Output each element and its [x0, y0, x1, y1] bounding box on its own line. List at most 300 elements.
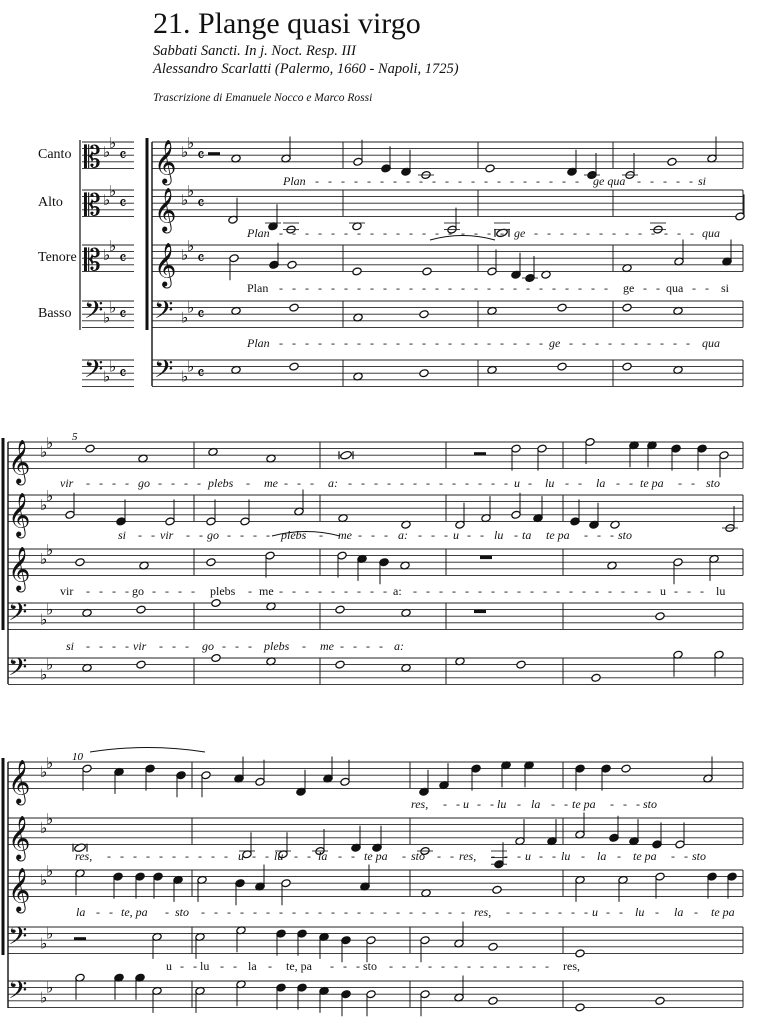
- time-signature: 𝄴: [119, 305, 127, 325]
- lyric-hyphen: -: [158, 476, 162, 490]
- lyric-hyphen: -: [248, 584, 252, 598]
- lyric-hyphen: -: [340, 639, 344, 653]
- treble-clef-icon: 𝄞: [8, 441, 31, 484]
- lyric-hyphen: -: [656, 281, 660, 295]
- lyric-hyphen: -: [318, 584, 322, 598]
- flat-icon: ♭: [181, 369, 189, 386]
- lyric-hyphen: -: [578, 281, 582, 295]
- lyric-hyphen: -: [302, 639, 306, 653]
- lyric-hyphen: -: [564, 797, 568, 811]
- lyric-hyphen: -: [448, 905, 452, 919]
- lyric-hyphen: -: [582, 336, 586, 350]
- lyric-tenore: te, pa: [121, 905, 148, 919]
- lyric-hyphen: -: [689, 174, 693, 188]
- half-rest: [474, 452, 486, 455]
- lyric-hyphen: -: [191, 584, 195, 598]
- lyric-hyphen: -: [519, 905, 523, 919]
- whole-note: [492, 885, 502, 894]
- lyric-hyphen: -: [441, 959, 445, 973]
- lyric-hyphen: -: [500, 336, 504, 350]
- lyric-hyphen: -: [172, 849, 176, 863]
- flat-icon: ♭: [46, 657, 54, 674]
- lyric-hyphen: -: [268, 959, 272, 973]
- lyric-alto: u: [238, 849, 244, 863]
- lyric-hyphen: -: [445, 174, 449, 188]
- lyric-hyphen: -: [676, 174, 680, 188]
- whole-note: [85, 444, 95, 453]
- lyric-hyphen: -: [380, 174, 384, 188]
- lyric-hyphen: -: [358, 528, 362, 542]
- lyric-hyphen: -: [305, 905, 309, 919]
- lyric-hyphen: -: [560, 226, 564, 240]
- lyric-hyphen: -: [452, 476, 456, 490]
- lyric-hyphen: -: [383, 281, 387, 295]
- tie-arc: [90, 748, 205, 753]
- lyric-hyphen: -: [450, 849, 454, 863]
- flat-icon: ♭: [187, 359, 195, 376]
- lyric-hyphen: -: [265, 849, 269, 863]
- lyric-tenore: go: [132, 584, 144, 598]
- lyric-hyphen: -: [556, 584, 560, 598]
- lyric-hyphen: -: [474, 281, 478, 295]
- lyric-hyphen: -: [235, 639, 239, 653]
- lyric-hyphen: -: [487, 336, 491, 350]
- lyric-hyphen: -: [292, 336, 296, 350]
- whole-note: [422, 267, 432, 276]
- flat-icon: ♭: [181, 310, 189, 327]
- lyric-hyphen: -: [684, 849, 688, 863]
- lyric-hyphen: -: [402, 849, 406, 863]
- lyric-hyphen: -: [692, 281, 696, 295]
- lyric-alto: vir: [160, 528, 174, 542]
- lyric-tenore: u: [660, 584, 666, 598]
- lyric-hyphen: -: [432, 174, 436, 188]
- lyric-hyphen: -: [655, 905, 659, 919]
- lyric-hyphen: -: [318, 281, 322, 295]
- flat-icon: ♭: [40, 820, 48, 837]
- lyric-alto: lu: [494, 528, 504, 542]
- bass-clef-icon: 𝄢: [154, 355, 174, 389]
- whole-note: [488, 996, 498, 1005]
- lyric-hyphen: -: [474, 336, 478, 350]
- whole-note: [289, 303, 299, 312]
- lyric-hyphen: -: [159, 849, 163, 863]
- lyric-hyphen: -: [199, 528, 203, 542]
- flat-icon: ♭: [109, 300, 117, 317]
- treble-clef-icon: 𝄞: [154, 141, 177, 184]
- lyric-canto: lu: [545, 476, 555, 490]
- whole-note: [655, 996, 665, 1005]
- lyric-canto: u: [514, 476, 520, 490]
- flat-icon: ♭: [181, 192, 189, 209]
- time-signature: 𝄴: [119, 249, 127, 269]
- lyric-hyphen: -: [448, 281, 452, 295]
- lyric-hyphen: -: [227, 528, 231, 542]
- lyric-hyphen: -: [86, 584, 90, 598]
- time-signature: 𝄴: [119, 364, 127, 384]
- lyric-hyphen: -: [419, 174, 423, 188]
- lyric-hyphen: -: [519, 959, 523, 973]
- lyric-hyphen: -: [461, 336, 465, 350]
- lyric-hyphen: -: [621, 336, 625, 350]
- whole-note: [75, 558, 85, 567]
- time-signature: 𝄴: [197, 194, 205, 214]
- time-signature: 𝄴: [197, 364, 205, 384]
- lyric-hyphen: -: [484, 174, 488, 188]
- lyric-hyphen: -: [351, 849, 355, 863]
- treble-clef-icon: 𝄞: [8, 548, 31, 591]
- lyric-hyphen: -: [638, 226, 642, 240]
- c-clef-icon: 𝄡: [84, 189, 101, 223]
- lyric-hyphen: -: [354, 174, 358, 188]
- lyric-basso: go: [202, 639, 214, 653]
- lyric-hyphen: -: [383, 905, 387, 919]
- whole-note: [622, 362, 632, 371]
- lyric-hyphen: -: [558, 905, 562, 919]
- lyric-alto: la: [318, 849, 328, 863]
- lyric-hyphen: -: [396, 281, 400, 295]
- lyric-canto: lu: [497, 797, 507, 811]
- lyric-hyphen: -: [383, 584, 387, 598]
- lyric-hyphen: -: [357, 336, 361, 350]
- flat-icon: ♭: [46, 756, 54, 772]
- lyric-hyphen: -: [253, 905, 257, 919]
- whole-rest: [474, 610, 486, 614]
- lyric-hyphen: -: [396, 905, 400, 919]
- lyric-alto: te pa: [364, 849, 388, 863]
- lyric-hyphen: -: [125, 476, 129, 490]
- lyric-hyphen: -: [178, 584, 182, 598]
- lyric-hyphen: -: [240, 905, 244, 919]
- lyric-basso: res,: [563, 959, 580, 973]
- c-clef-icon: 𝄡: [84, 244, 101, 278]
- lyric-hyphen: -: [549, 174, 553, 188]
- time-signature: 𝄴: [119, 146, 127, 166]
- lyric-hyphen: -: [96, 905, 100, 919]
- lyric-hyphen: -: [384, 528, 388, 542]
- lyric-hyphen: -: [389, 959, 393, 973]
- whole-note: [575, 1003, 585, 1012]
- lyric-hyphen: -: [552, 281, 556, 295]
- lyric-canto: u: [463, 797, 469, 811]
- lyric-alto: te pa: [633, 849, 657, 863]
- lyric-hyphen: -: [477, 797, 481, 811]
- lyric-hyphen: -: [616, 476, 620, 490]
- lyric-hyphen: -: [220, 959, 224, 973]
- lyric-hyphen: -: [400, 476, 404, 490]
- flat-icon: ♭: [40, 667, 48, 684]
- lyric-hyphen: -: [185, 849, 189, 863]
- lyric-hyphen: -: [279, 905, 283, 919]
- lyric-hyphen: -: [99, 639, 103, 653]
- lyric-hyphen: -: [402, 959, 406, 973]
- lyric-hyphen: -: [456, 797, 460, 811]
- lyric-hyphen: -: [240, 528, 244, 542]
- lyric-hyphen: -: [383, 226, 387, 240]
- lyric-hyphen: -: [246, 476, 250, 490]
- lyric-hyphen: -: [562, 174, 566, 188]
- lyric-hyphen: -: [506, 959, 510, 973]
- whole-note: [621, 764, 631, 773]
- lyric-canto: res,: [411, 797, 429, 811]
- lyric-hyphen: -: [513, 336, 517, 350]
- lyric-hyphen: -: [266, 905, 270, 919]
- lyric-hyphen: -: [705, 281, 709, 295]
- bass-clef-icon: 𝄢: [154, 296, 174, 330]
- subtitle-liturgical: Sabbati Sancti. In j. Noct. Resp. III: [153, 43, 356, 59]
- lyric-hyphen: -: [686, 336, 690, 350]
- lyric-hyphen: -: [597, 528, 601, 542]
- lyric-canto: si: [698, 174, 707, 188]
- lyric-hyphen: -: [279, 336, 283, 350]
- lyric-canto: sto: [706, 476, 721, 490]
- lyric-tenore: si: [721, 281, 730, 295]
- lyric-hyphen: -: [331, 226, 335, 240]
- whole-note: [211, 654, 221, 663]
- transcription-credit: Trascrizione di Emanuele Nocco e Marco Rossi: [153, 92, 373, 104]
- lyric-tenore: plebs: [210, 584, 236, 598]
- lyric-hyphen: -: [413, 476, 417, 490]
- lyric-hyphen: -: [647, 336, 651, 350]
- lyric-hyphen: -: [227, 905, 231, 919]
- lyric-hyphen: -: [294, 849, 298, 863]
- lyric-hyphen: -: [634, 336, 638, 350]
- lyric-alto: res,: [75, 849, 93, 863]
- lyric-hyphen: -: [426, 584, 430, 598]
- lyric-hyphen: -: [551, 797, 555, 811]
- flat-icon: ♭: [46, 980, 54, 997]
- lyric-hyphen: -: [671, 849, 675, 863]
- lyric-canto: a:: [328, 476, 338, 490]
- whole-note: [352, 267, 362, 276]
- lyric-hyphen: -: [435, 281, 439, 295]
- lyric-hyphen: -: [454, 959, 458, 973]
- lyric-hyphen: -: [266, 528, 270, 542]
- lyric-hyphen: -: [439, 476, 443, 490]
- lyric-hyphen: -: [584, 905, 588, 919]
- lyric-hyphen: -: [565, 476, 569, 490]
- lyric-hyphen: -: [545, 959, 549, 973]
- bass-clef-icon: 𝄢: [84, 296, 104, 330]
- lyric-hyphen: -: [331, 281, 335, 295]
- lyric-hyphen: -: [172, 639, 176, 653]
- flat-icon: ♭: [46, 812, 54, 828]
- lyric-hyphen: -: [305, 336, 309, 350]
- lyric-hyphen: -: [422, 905, 426, 919]
- lyric-hyphen: -: [599, 226, 603, 240]
- lyric-hyphen: -: [595, 336, 599, 350]
- time-signature: 𝄴: [197, 305, 205, 325]
- lyric-hyphen: -: [582, 584, 586, 598]
- lyric-hyphen: -: [629, 476, 633, 490]
- lyric-hyphen: -: [532, 959, 536, 973]
- lyric-alto: si: [118, 528, 127, 542]
- lyric-hyphen: -: [490, 797, 494, 811]
- lyric-hyphen: -: [532, 905, 536, 919]
- lyric-hyphen: -: [279, 584, 283, 598]
- lyric-hyphen: -: [357, 281, 361, 295]
- flat-icon: ♭: [109, 184, 117, 200]
- lyric-hyphen: -: [315, 174, 319, 188]
- lyric-basso: si: [66, 639, 75, 653]
- lyric-hyphen: -: [279, 226, 283, 240]
- lyric-hyphen: -: [651, 226, 655, 240]
- lyric-basso: te, pa: [286, 959, 312, 973]
- lyric-hyphen: -: [612, 226, 616, 240]
- whole-note: [622, 303, 632, 312]
- lyric-hyphen: -: [581, 849, 585, 863]
- lyric-alto: qua: [702, 226, 720, 240]
- lyric-hyphen: -: [253, 528, 257, 542]
- treble-clef-icon: 𝄞: [154, 244, 177, 287]
- lyric-hyphen: -: [480, 959, 484, 973]
- lyric-hyphen: -: [426, 476, 430, 490]
- lyric-tenore: te pa: [711, 905, 735, 919]
- lyric-hyphen: -: [660, 336, 664, 350]
- lyric-hyphen: -: [664, 226, 668, 240]
- lyric-hyphen: -: [643, 281, 647, 295]
- flat-icon: ♭: [40, 872, 48, 889]
- lyric-hyphen: -: [569, 336, 573, 350]
- whole-note: [136, 660, 146, 669]
- lyric-hyphen: -: [478, 584, 482, 598]
- bass-clef-icon: 𝄢: [8, 598, 28, 632]
- lyric-hyphen: -: [465, 476, 469, 490]
- lyric-alto: sto: [618, 528, 633, 542]
- voice-label-basso: Basso: [38, 306, 72, 321]
- lyric-hyphen: -: [530, 584, 534, 598]
- lyric-tenore: ge: [623, 281, 635, 295]
- lyric-hyphen: -: [146, 849, 150, 863]
- whole-note: [667, 157, 677, 166]
- lyric-hyphen: -: [86, 639, 90, 653]
- voice-label-tenore: Tenore: [38, 250, 77, 265]
- lyric-hyphen: -: [396, 226, 400, 240]
- voice-label-alto: Alto: [38, 195, 63, 210]
- lyric-alto: lu: [561, 849, 571, 863]
- lyric-tenore: lu: [635, 905, 645, 919]
- lyric-hyphen: -: [171, 476, 175, 490]
- lyric-hyphen: -: [465, 584, 469, 598]
- lyric-hyphen: -: [552, 849, 556, 863]
- whole-note: [206, 558, 216, 567]
- lyric-hyphen: -: [214, 905, 218, 919]
- lyric-tenore: res,: [474, 905, 492, 919]
- lyric-canto: ge qua: [593, 174, 626, 188]
- flat-icon: ♭: [46, 864, 54, 880]
- treble-clef-icon: 𝄞: [8, 761, 31, 804]
- lyric-hyphen: -: [383, 336, 387, 350]
- lyric-hyphen: -: [125, 639, 129, 653]
- flat-icon: ♭: [103, 192, 111, 209]
- lyric-hyphen: -: [165, 584, 169, 598]
- lyric-hyphen: -: [608, 336, 612, 350]
- lyric-alto: ge: [514, 226, 526, 240]
- lyric-hyphen: -: [606, 905, 610, 919]
- lyric-hyphen: -: [224, 849, 228, 863]
- lyric-hyphen: -: [185, 639, 189, 653]
- lyric-hyphen: -: [413, 584, 417, 598]
- lyric-hyphen: -: [547, 226, 551, 240]
- bass-clef-icon: 𝄢: [84, 355, 104, 389]
- lyric-tenore: qua: [666, 281, 684, 295]
- lyric-hyphen: -: [458, 174, 462, 188]
- lyric-alto: res,: [459, 849, 477, 863]
- whole-note: [516, 660, 526, 669]
- lyric-canto: sto: [643, 797, 658, 811]
- lyric-hyphen: -: [396, 336, 400, 350]
- lyric-hyphen: -: [610, 797, 614, 811]
- lyric-hyphen: -: [467, 528, 471, 542]
- lyric-alto: Plan: [247, 226, 270, 240]
- lyric-hyphen: -: [595, 584, 599, 598]
- flat-icon: ♭: [40, 936, 48, 953]
- time-signature: 𝄴: [119, 194, 127, 214]
- lyric-hyphen: -: [318, 905, 322, 919]
- lyric-hyphen: -: [634, 584, 638, 598]
- lyric-hyphen: -: [694, 905, 698, 919]
- lyric-hyphen: -: [461, 281, 465, 295]
- lyric-hyphen: -: [406, 174, 410, 188]
- lyric-alto: lu: [274, 849, 284, 863]
- bass-clef-icon: 𝄢: [8, 976, 28, 1010]
- lyric-hyphen: -: [112, 584, 116, 598]
- lyric-hyphen: -: [443, 797, 447, 811]
- flat-icon: ♭: [40, 497, 48, 514]
- lyric-alto: sto: [411, 849, 426, 863]
- lyric-basso: me: [320, 639, 334, 653]
- lyric-hyphen: -: [428, 959, 432, 973]
- lyric-hyphen: -: [467, 959, 471, 973]
- lyric-hyphen: -: [292, 281, 296, 295]
- flat-icon: ♭: [46, 489, 54, 505]
- lyric-hyphen: -: [370, 226, 374, 240]
- lyric-hyphen: -: [367, 174, 371, 188]
- flat-icon: ♭: [40, 990, 48, 1007]
- lyric-hyphen: -: [310, 476, 314, 490]
- lyric-hyphen: -: [647, 584, 651, 598]
- lyric-hyphen: -: [393, 174, 397, 188]
- lyric-hyphen: -: [292, 584, 296, 598]
- lyric-hyphen: -: [636, 797, 640, 811]
- subtitle-composer: Alessandro Scarlatti (Palermo, 1660 - Napoli, 1725): [153, 61, 459, 77]
- lyric-basso: sto: [363, 959, 378, 973]
- lyric-hyphen: -: [539, 281, 543, 295]
- whole-note: [335, 605, 345, 614]
- lyric-hyphen: -: [517, 849, 521, 863]
- lyric-hyphen: -: [493, 959, 497, 973]
- lyric-hyphen: -: [504, 849, 508, 863]
- lyric-hyphen: -: [514, 528, 518, 542]
- lyric-hyphen: -: [637, 174, 641, 188]
- lyric-canto: me: [264, 476, 278, 490]
- lyric-hyphen: -: [584, 528, 588, 542]
- lyric-hyphen: -: [510, 174, 514, 188]
- lyric-tenore: Plan: [247, 281, 269, 295]
- lyric-hyphen: -: [343, 959, 347, 973]
- flat-icon: ♭: [187, 300, 195, 317]
- lyric-hyphen: -: [517, 584, 521, 598]
- lyric-alto: u: [453, 528, 459, 542]
- lyric-hyphen: -: [307, 849, 311, 863]
- lyric-hyphen: -: [500, 281, 504, 295]
- flat-icon: ♭: [109, 239, 117, 255]
- lyric-basso: lu: [200, 959, 210, 973]
- lyric-hyphen: -: [193, 959, 197, 973]
- lyric-basso: la: [248, 959, 257, 973]
- lyric-hyphen: -: [338, 849, 342, 863]
- lyric-alto: sto: [692, 849, 707, 863]
